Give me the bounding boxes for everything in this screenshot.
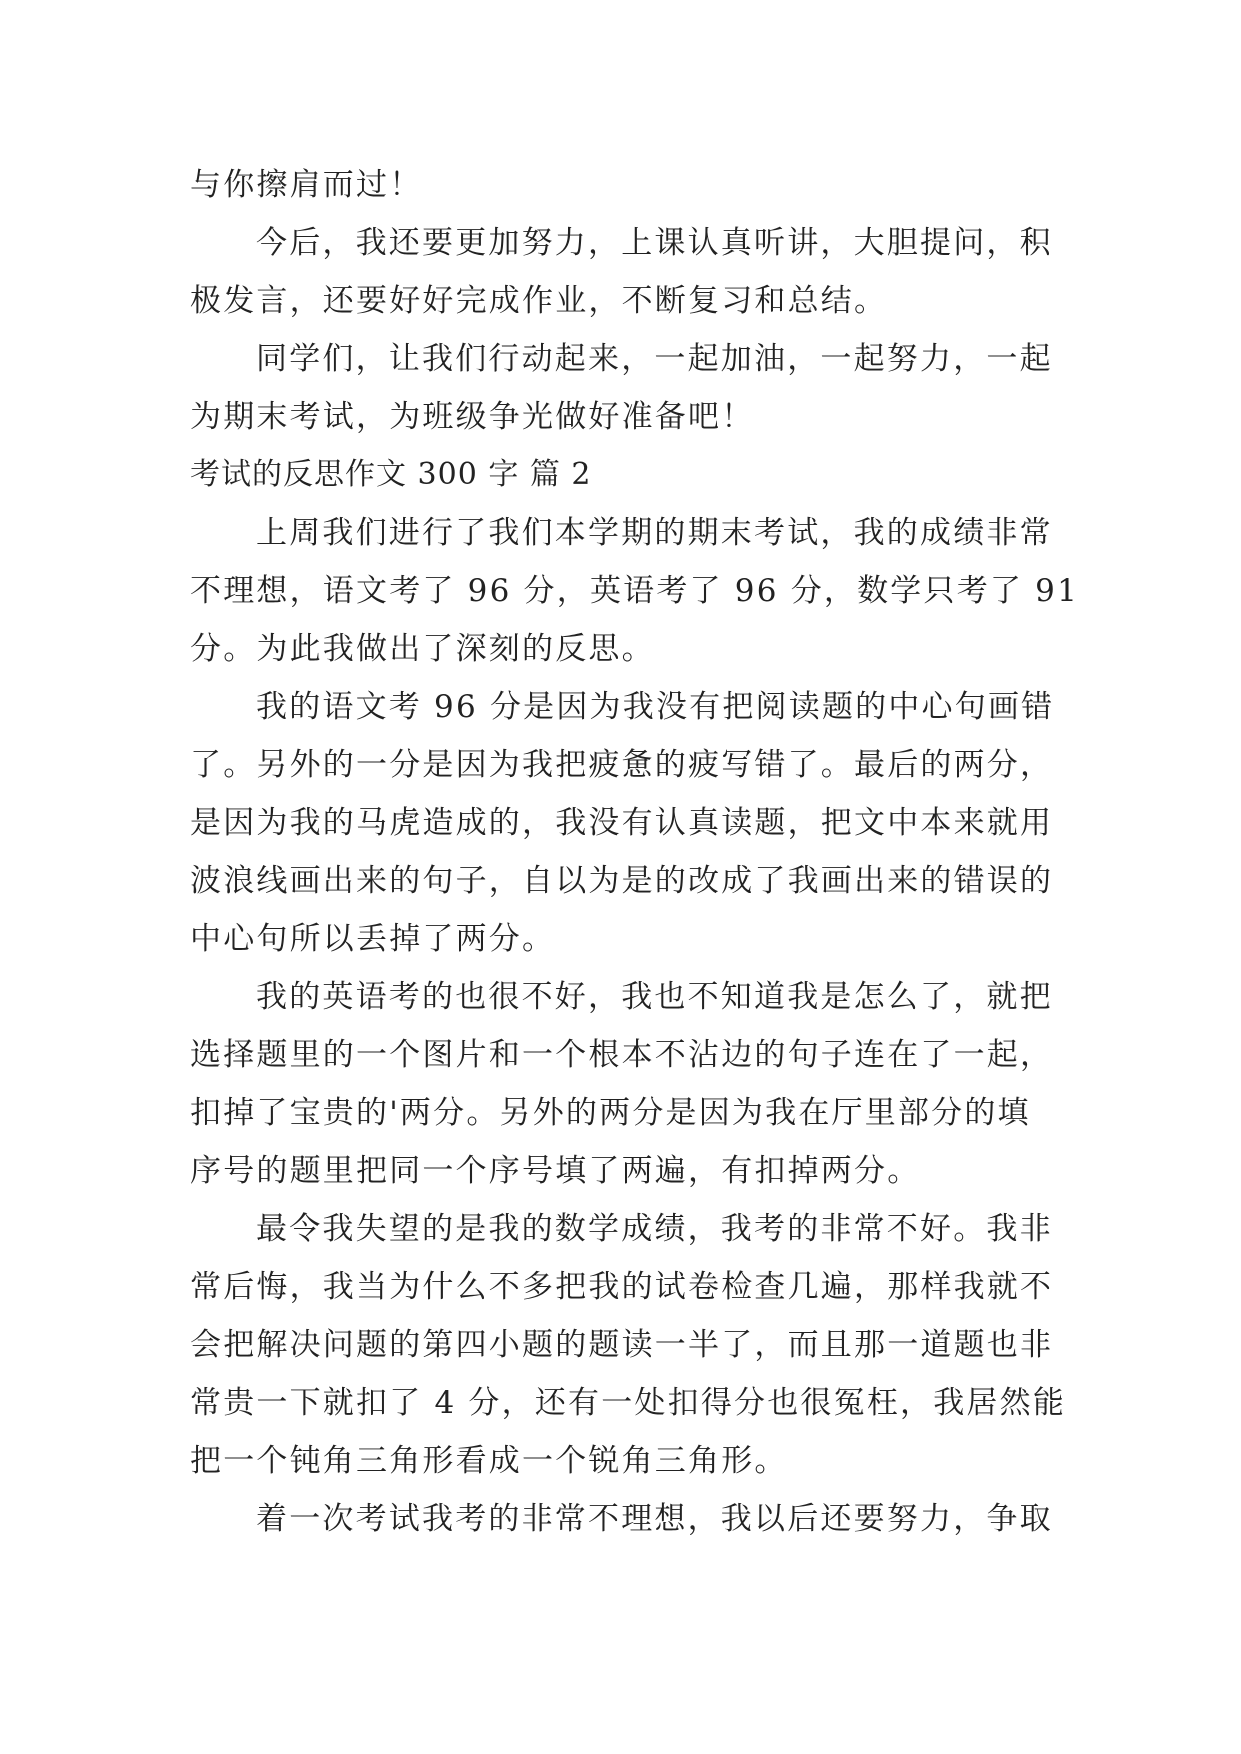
- text-line: 不理想，语文考了 96 分，英语考了 96 分，数学只考了 91: [190, 573, 1080, 609]
- text-line: 常后悔，我当为什么不多把我的试卷检查几遍，那样我就不: [190, 1269, 1054, 1305]
- text-line: 了。另外的一分是因为我把疲惫的疲写错了。最后的两分，: [190, 747, 1054, 783]
- document-body: [190, 156, 1080, 1548]
- text-line: 把一个钝角三角形看成一个锐角三角形。: [190, 1443, 788, 1479]
- text-line: 选择题里的一个图片和一个根本不沾边的句子连在了一起，: [190, 1037, 1054, 1073]
- text-line: 序号的题里把同一个序号填了两遍，有扣掉两分。: [190, 1153, 921, 1189]
- text-line: 同学们，让我们行动起来，一起加油，一起努力，一起: [256, 341, 1053, 377]
- section-heading: 考试的反思作文 300 字 篇 2: [190, 457, 592, 492]
- text-line: 与你擦肩而过！: [190, 167, 423, 203]
- text-line: 常贵一下就扣了 4 分，还有一处扣得分也很冤枉，我居然能: [190, 1385, 1067, 1421]
- text-line: 会把解决问题的第四小题的题读一半了，而且那一道题也非: [190, 1327, 1054, 1363]
- text-line: 我的英语考的也很不好，我也不知道我是怎么了，就把: [256, 979, 1053, 1015]
- text-line: 今后，我还要更加努力，上课认真听讲，大胆提问，积: [256, 225, 1053, 261]
- text-line: 中心句所以丢掉了两分。: [190, 921, 556, 957]
- text-line: 是因为我的马虎造成的，我没有认真读题，把文中本来就用: [190, 805, 1054, 841]
- text-line: 着一次考试我考的非常不理想，我以后还要努力，争取: [256, 1501, 1053, 1537]
- text-line: 为期末考试，为班级争光做好准备吧！: [190, 399, 755, 435]
- text-line: 分。为此我做出了深刻的反思。: [190, 631, 655, 667]
- text-line: 上周我们进行了我们本学期的期末考试，我的成绩非常: [256, 515, 1053, 551]
- text-line: 最令我失望的是我的数学成绩，我考的非常不好。我非: [256, 1211, 1053, 1247]
- text-line: 波浪线画出来的句子，自以为是的改成了我画出来的错误的: [190, 863, 1054, 899]
- text-line: 极发言，还要好好完成作业，不断复习和总结。: [190, 283, 888, 319]
- text-line: 我的语文考 96 分是因为我没有把阅读题的中心句画错: [256, 689, 1055, 725]
- text-line: 扣掉了宝贵的'两分。另外的两分是因为我在厅里部分的填: [190, 1095, 1031, 1131]
